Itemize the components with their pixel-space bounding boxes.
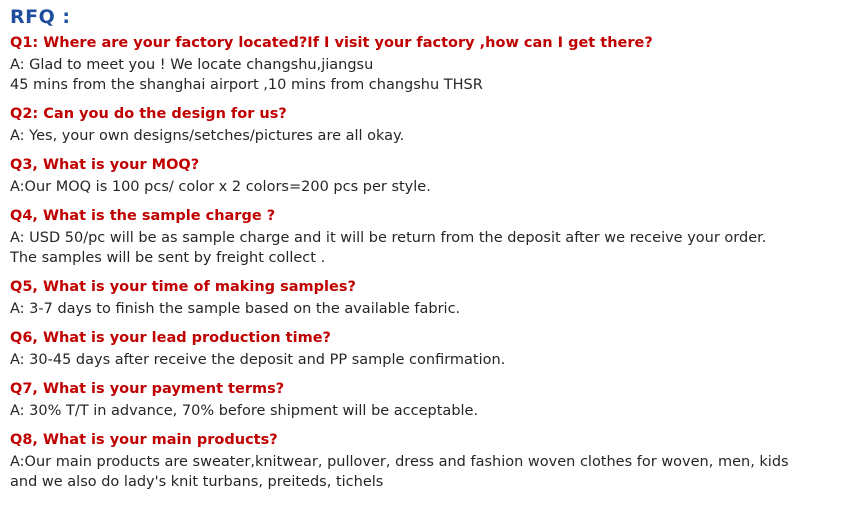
- question-4: Q4, What is the sample charge ?: [10, 208, 276, 224]
- qa-item-4: [8, 207, 838, 268]
- qa-item-7: [8, 380, 838, 421]
- answer-5-line-1: A: 3-7 days to finish the sample based on the available fabric.: [10, 301, 461, 317]
- question-6: Q6, What is your lead production time?: [10, 330, 331, 346]
- answer-4-line-1: A: USD 50/pc will be as sample charge and it will be return from the deposit after we receive your order.: [10, 230, 767, 246]
- answer-2-line-1: A: Yes, your own designs/setches/pictures are all okay.: [10, 128, 405, 144]
- qa-item-3: [8, 156, 838, 197]
- question-3: Q3, What is your MOQ?: [10, 157, 200, 173]
- qa-item-6: [8, 329, 838, 370]
- page-title: RFQ :: [10, 6, 71, 28]
- question-2: Q2: Can you do the design for us?: [10, 106, 287, 122]
- answer-8-line-1: A:Our main products are sweater,knitwear, pullover, dress and fashion woven clothes for woven, men, kids: [10, 454, 789, 470]
- question-5: Q5, What is your time of making samples?: [10, 279, 356, 295]
- question-1: Q1: Where are your factory located?If I visit your factory ,how can I get there?: [10, 35, 653, 51]
- answer-4-line-2: The samples will be sent by freight collect .: [10, 250, 326, 266]
- qa-item-1: [8, 34, 838, 95]
- answer-7-line-1: A: 30% T/T in advance, 70% before shipment will be acceptable.: [10, 403, 479, 419]
- qa-item-2: [8, 105, 838, 146]
- answer-8-line-2: and we also do lady's knit turbans, preiteds, tichels: [10, 474, 384, 490]
- question-7: Q7, What is your payment terms?: [10, 381, 285, 397]
- question-8: Q8, What is your main products?: [10, 432, 278, 448]
- answer-6-line-1: A: 30-45 days after receive the deposit and PP sample confirmation.: [10, 352, 506, 368]
- answer-3-line-1: A:Our MOQ is 100 pcs/ color x 2 colors=200 pcs per style.: [10, 179, 431, 195]
- qa-item-8: [8, 431, 838, 492]
- answer-1-line-1: A: Glad to meet you ! We locate changshu,jiangsu: [10, 57, 374, 73]
- answer-1-line-2: 45 mins from the shanghai airport ,10 mins from changshu THSR: [10, 77, 483, 93]
- qa-item-5: [8, 278, 838, 319]
